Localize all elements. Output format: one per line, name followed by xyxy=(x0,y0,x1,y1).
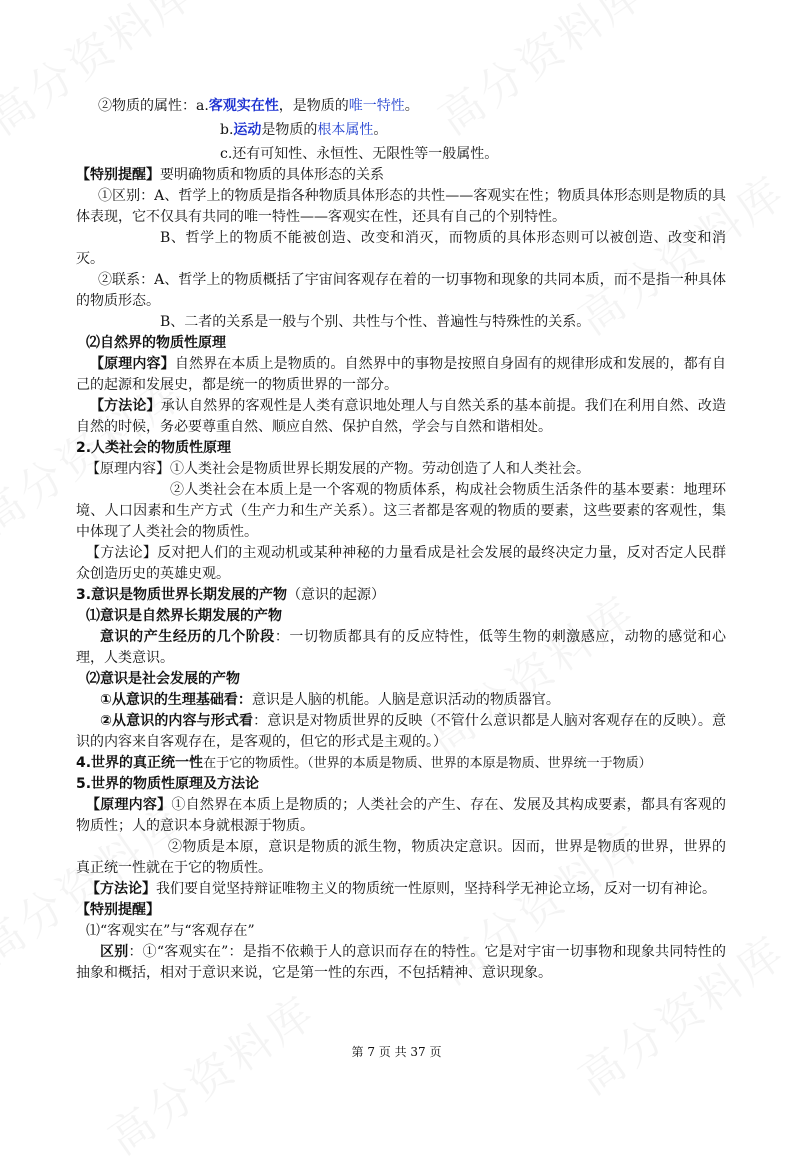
watermark xyxy=(93,977,326,1167)
page-footer: 第 7 页 共 37 页 xyxy=(351,1045,442,1059)
paragraph: 【原理内容】①自然界在本质上是物质的；人类社会的产生、存在、发展及其构成要素，都具有客观的物质性；人的意识本身就根源于物质。 xyxy=(76,797,727,834)
paragraph: ①从意识的生理基础看：意识是人脑的机能。人脑是意识活动的物质器官。 xyxy=(100,692,560,708)
property-line-a: ②物质的属性：a.客观实在性，是物质的唯一特性。 xyxy=(98,98,419,114)
paragraph: ②物质是本原，意识是物质的派生物，物质决定意识。因而，世界是物质的世界，世界的真正统一性就在于它的物质性。 xyxy=(76,839,726,876)
paragraph: 【原理内容】自然界在本质上是物质的。自然界中的事物是按照自身固有的规律形成和发展的，都有自己的起源和发展史，都是统一的物质世界的一部分。 xyxy=(76,356,727,393)
section-heading: ⑵自然界的物质性原理 xyxy=(86,335,226,351)
section-heading: 4.世界的真正统一性在于它的物质性。（世界的本质是物质、世界的本原是物质、世界统一于物质） xyxy=(76,755,652,771)
section-heading: 3.意识是物质世界长期发展的产物（意识的起源） xyxy=(76,587,386,603)
difference-b: B、哲学上的物质不能被创造、改变和消灭，而物质的具体形态则可以被创造、改变和消灭。 xyxy=(76,230,726,267)
paragraph: ②从意识的内容与形式看：意识是对物质世界的反映（不管什么意识都是人脑对客观存在的反映）。意识的内容来自客观存在，是客观的，但它的形式是主观的。） xyxy=(76,713,726,750)
paragraph: ②人类社会在本质上是一个客观的物质体系，构成社会物质生活条件的基本要素：地理环境、人口因素和生产方式（生产力和生产关系）。这三者都是客观的物质的要素，这些要素的客观性，集中体现了人类社会的物质性。 xyxy=(76,482,726,540)
special-note-2: 【特别提醒】 xyxy=(76,902,160,918)
paragraph: 【方法论】反对把人们的主观动机或某种神秘的力量看成是社会发展的最终决定力量，反对否定人民群众创造历史的英雄史观。 xyxy=(76,545,726,582)
paragraph: 【方法论】承认自然界的客观性是人类有意识地处理人与自然关系的基本前提。我们在利用自然、改造自然的时候，务必要尊重自然、顺应自然、保护自然，学会与自然和谐相处。 xyxy=(76,398,727,435)
subsection-heading: ⑵意识是社会发展的产物 xyxy=(86,671,240,687)
subsection-heading: ⑴“客观实在”与“客观存在” xyxy=(86,923,255,939)
subsection-heading: ⑴意识是自然界长期发展的产物 xyxy=(86,608,282,624)
special-note-1: 【特别提醒】要明确物质和物质的具体形态的关系 xyxy=(76,167,384,183)
section-heading: 2.人类社会的物质性原理 xyxy=(76,440,232,456)
paragraph: 区别：①“客观实在”：是指不依赖于人的意识而存在的特性。它是对宇宙一切事物和现象共同特性的抽象和概括，相对于意识来说，它是第一性的东西，不包括精神、意识现象。 xyxy=(76,944,727,981)
paragraph: 意识的产生经历的几个阶段：一切物质都具有的反应特性，低等生物的刺激感应，动物的感觉和心理，人类意识。 xyxy=(76,629,727,666)
property-line-b: b.运动是物质的根本属性。 xyxy=(220,122,388,138)
paragraph: 【原理内容】①人类社会是物质世界长期发展的产物。劳动创造了人和人类社会。 xyxy=(86,461,590,477)
document-body xyxy=(76,96,726,984)
property-line-c: c.还有可知性、永恒性、无限性等一般属性。 xyxy=(220,146,499,162)
relation-a: ②联系：A、哲学上的物质概括了宇宙间客观存在着的一切事物和现象的共同本质，而不是指一种具体的物质形态。 xyxy=(76,272,726,309)
difference-a: ①区别：A、哲学上的物质是指各种物质具体形态的共性——客观实在性；物质具体形态则是物质的具体表现，它不仅具有共同的唯一特性——客观实在性，还具有自己的个别特性。 xyxy=(76,188,726,225)
paragraph: 【方法论】我们要自觉坚持辩证唯物主义的物质统一性原则，坚持科学无神论立场，反对一切有神论。 xyxy=(86,881,716,897)
relation-b: B、二者的关系是一般与个别、共性与个性、普遍性与特殊性的关系。 xyxy=(160,314,591,330)
section-heading: 5.世界的物质性原理及方法论 xyxy=(76,776,260,792)
